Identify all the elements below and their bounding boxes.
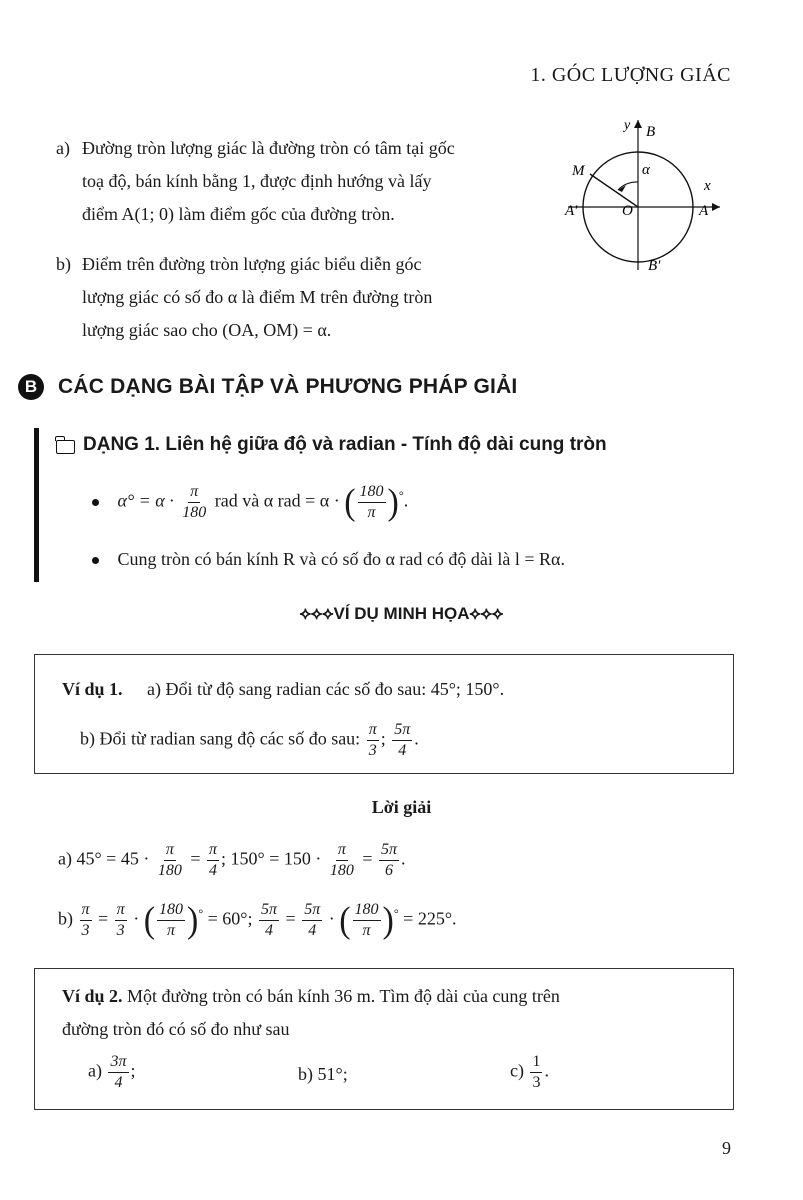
folder-icon (56, 440, 75, 454)
fraction: $\frac{\pi}{180}$ (157, 841, 182, 879)
unit-circle-diagram (560, 112, 730, 282)
page-number: 9 (722, 1138, 731, 1158)
fraction: $\frac{5\pi}{4}$ (261, 901, 278, 939)
label-b: B (646, 124, 656, 140)
equals: = (98, 908, 109, 929)
label-x: x (704, 178, 711, 194)
dang-1-title-text: DẠNG 1. Liên hệ giữa độ và radian - Tính độ dài cung tròn (83, 434, 607, 455)
fraction: $\frac{\pi}{180}$ (329, 841, 354, 879)
example-2-line: đường tròn đó có số đo như sau (62, 1019, 290, 1039)
label-a: A (699, 203, 709, 219)
ornament-left-icon: ⟡⟡⟡ (299, 604, 334, 623)
solution-a-part: ; 150° = 150 · (221, 848, 322, 869)
example-1-b: b) Đổi từ radian sang độ các số đo sau: (80, 728, 361, 749)
x-axis-arrow-icon (712, 203, 720, 211)
example-2-option-c: c) $\frac{1}{3}$ . (510, 1053, 549, 1091)
bullet-icon (92, 557, 99, 564)
vi-du-minh-hoa-title (0, 604, 803, 624)
theory-b (56, 248, 546, 347)
fraction: $\frac{\pi}{4}$ (208, 841, 217, 879)
section-title: CÁC DẠNG BÀI TẬP VÀ PHƯƠNG PHÁP GIẢI (58, 375, 518, 398)
example-2-text (62, 980, 560, 1046)
fraction: $\frac{\pi}{3}$ (116, 901, 125, 939)
example-2-option-a: a) $\frac{3\pi}{4}$ ; (88, 1053, 136, 1091)
label-m: M (572, 163, 585, 179)
example-2-line: Một đường tròn có bán kính 36 m. Tìm độ dài của cung trên (127, 986, 560, 1006)
example-1-line-a (62, 679, 504, 700)
theory-a-line: toạ độ, bán kính bằng 1, được định hướng và lấy (82, 171, 432, 191)
fraction: $\frac{5\pi}{4}$ (304, 901, 321, 939)
formula-lhs: α° = α · (117, 490, 174, 511)
theory-b-line: lượng giác có số đo α là điểm M trên đường tròn (82, 287, 433, 307)
fraction: $\frac{\pi}{180}$ (182, 483, 207, 521)
example-1-line-b: b) Đổi từ radian sang độ các số đo sau: $\frac{\pi}{3}$ ; $\frac{5\pi}{4}$ . (80, 721, 419, 759)
label-b-prime: B′ (648, 258, 661, 274)
solution-a: a) 45° = 45 · $\frac{\pi}{180}$ = $\frac{\pi}{4}$ ; 150° = 150 · $\frac{\pi}{180}$ = $\frac{5\pi}{6}$ . (58, 841, 406, 879)
theory-b-line: Điểm trên đường tròn lượng giác biểu diễn góc (82, 254, 422, 274)
theory-a-label: a) (56, 138, 70, 158)
bullet-icon (92, 499, 99, 506)
y-axis-arrow-icon (634, 120, 642, 128)
label-y: y (624, 118, 631, 133)
solution-b: b) $\frac{\pi}{3}$ = $\frac{\pi}{3}$ · ( $\frac{180}{\pi}$ )° = 60°; $\frac{5\pi}{4}$ = $\frac{5\pi}{4}$ · ( $\frac{180}{\pi}$ )° = 225°. (58, 899, 457, 941)
example-2-label: Ví dụ 2. (62, 986, 123, 1006)
vi-du-title-text: VÍ DỤ MINH HỌA (333, 604, 470, 623)
theory-b-label: b) (56, 254, 71, 274)
equals: = (362, 848, 373, 869)
dang-side-bar (34, 428, 39, 582)
fraction: $\frac{\pi}{3}$ (81, 901, 90, 939)
label-o: O (622, 203, 633, 219)
solution-a-part: 45° = 45 · (76, 848, 150, 869)
section-b-heading (18, 374, 517, 400)
label-alpha: α (642, 162, 650, 178)
example-2-option-b: b) 51°; (298, 1064, 348, 1084)
equals: = (285, 908, 296, 929)
fraction: $\frac{180}{\pi}$ (359, 483, 384, 521)
chapter-title: 1. GÓC LƯỢNG GIÁC (530, 64, 731, 86)
result: = 225°. (403, 908, 457, 929)
fraction: $\frac{180}{\pi}$ (354, 901, 379, 939)
fraction: $\frac{5\pi}{6}$ (381, 841, 398, 879)
theory-a-line: điểm A(1; 0) làm điểm gốc của đường tròn. (82, 204, 395, 224)
fraction: $\frac{5\pi}{4}$ (394, 721, 411, 759)
dang-1-bullet-1: α° = α · $\frac{\pi}{180}$ rad và α rad = α · ( $\frac{180}{\pi}$ )°. (92, 484, 408, 521)
fraction: $\frac{\pi}{3}$ (368, 721, 377, 759)
example-1-a: a) Đổi từ độ sang radian các số đo sau: 45°; 150°. (147, 679, 505, 699)
loi-giai-heading: Lời giải (371, 797, 432, 817)
dang-1-bullet-2 (92, 549, 565, 570)
solution-b-label: b) (58, 908, 73, 929)
theory-a (56, 132, 546, 231)
theory-b-line: lượng giác sao cho (OA, OM) = α. (82, 320, 332, 340)
equals: = (190, 848, 201, 869)
option-label: a) (88, 1060, 102, 1081)
theory-a-line: Đường tròn lượng giác là đường tròn có tâm tại gốc (82, 138, 455, 158)
solution-a-label: a) (58, 848, 72, 869)
example-1-label: Ví dụ 1. (62, 679, 123, 699)
formula-mid: rad và α rad = α · (214, 490, 340, 511)
section-badge: B (18, 374, 44, 400)
fraction: $\frac{3\pi}{4}$ (110, 1053, 127, 1091)
fraction: $\frac{180}{\pi}$ (159, 901, 184, 939)
label-a-prime: A′ (565, 203, 578, 219)
result: = 60°; (207, 908, 253, 929)
option-label: c) (510, 1060, 524, 1081)
bullet-2-text: Cung tròn có bán kính R và có số đo α rad có độ dài là l = Rα. (117, 549, 565, 569)
dang-1-title (56, 434, 607, 456)
ornament-right-icon: ⟡⟡⟡ (469, 604, 504, 623)
fraction: $\frac{1}{3}$ (532, 1053, 541, 1091)
